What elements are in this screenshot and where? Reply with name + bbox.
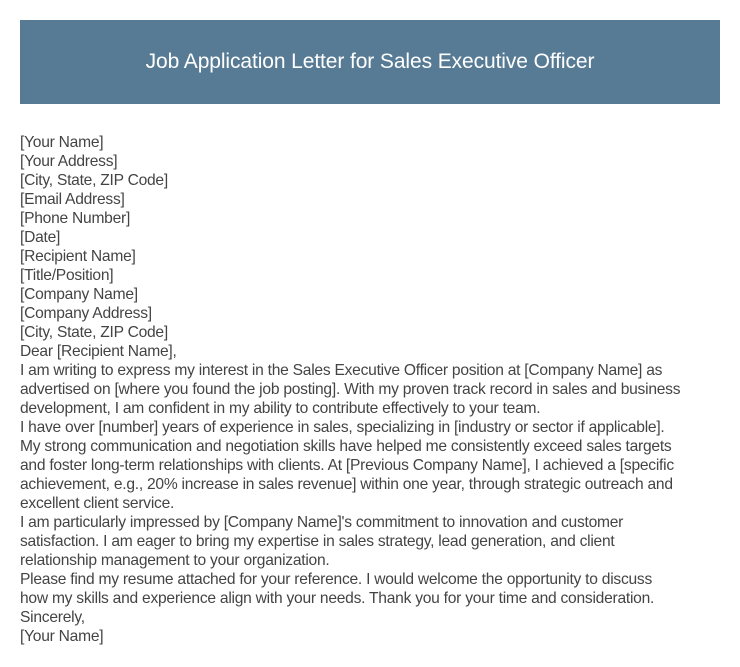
page-header [20,20,720,104]
sender-email: [Email Address] [20,191,125,208]
signature: [Your Name] [20,628,104,645]
sender-address: [Your Address] [20,153,118,170]
recipient-company: [Company Name] [20,286,138,303]
paragraph-line: development, I am confident in my ability to contribute effectively to your team. [20,400,541,417]
paragraph-line: satisfaction. I am eager to bring my expertise in sales strategy, lead generation, and client [20,533,615,550]
paragraph-line: how my skills and experience align with your needs. Thank you for your time and consideration. [20,590,655,607]
paragraph-line: My strong communication and negotiation skills have helped me consistently exceed sales targets [20,438,672,455]
sender-phone: [Phone Number] [20,210,131,227]
closing: Sincerely, [20,609,85,626]
paragraph-line: I am writing to express my interest in the Sales Executive Officer position at [Company Name] as [20,362,663,379]
recipient-name: [Recipient Name] [20,248,136,265]
paragraph-line: achievement, e.g., 20% increase in sales revenue] within one year, through strategic outreach and [20,476,673,493]
paragraph-line: I have over [number] years of experience in sales, specializing in [industry or sector if applicable]. [20,419,665,436]
sender-name: [Your Name] [20,134,104,151]
recipient-title: [Title/Position] [20,267,114,284]
page-title: Job Application Letter for Sales Executive Officer [145,50,595,73]
paragraph-intro [20,361,725,418]
paragraph-closing-remarks [20,570,725,608]
letter-date: [Date] [20,229,61,246]
paragraph-line: Please find my resume attached for your reference. I would welcome the opportunity to discuss [20,571,653,588]
recipient-company-address: [Company Address] [20,305,152,322]
paragraph-line: advertised on [where you found the job posting]. With my proven track record in sales and business [20,381,681,398]
paragraph-line: excellent client service. [20,495,175,512]
paragraph-line: relationship management to your organization. [20,552,330,569]
recipient-city-state-zip: [City, State, ZIP Code] [20,324,168,341]
paragraph-experience [20,418,725,513]
paragraph-line: I am particularly impressed by [Company Name]'s commitment to innovation and customer [20,514,624,531]
paragraph-company-interest [20,513,725,570]
recipient-block [20,247,725,342]
sender-city-state-zip: [City, State, ZIP Code] [20,172,168,189]
salutation: Dear [Recipient Name], [20,343,177,360]
sender-block [20,133,725,228]
letter-body [20,133,725,646]
paragraph-line: and foster long-term relationships with clients. At [Previous Company Name], I achieved a [specific [20,457,674,474]
